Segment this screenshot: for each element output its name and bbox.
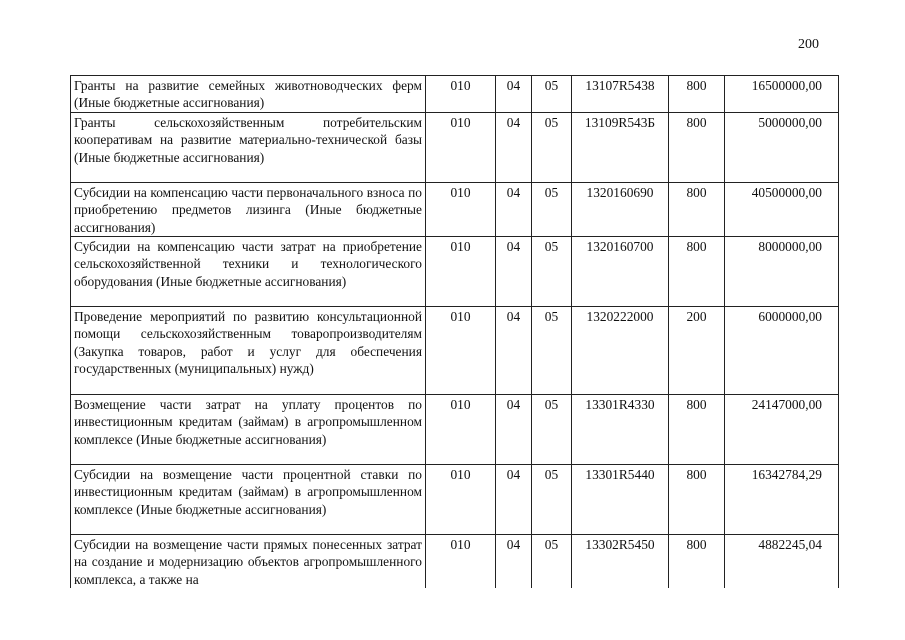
target-article-cell: 1320222000 [572, 307, 669, 395]
description-cell: Субсидии на возмещение части процентной ставки по инвестиционным кредитам (займам) в агропромышленном комплексе (Иные бюджетные ассигнования) [71, 465, 426, 535]
table-row [71, 307, 839, 395]
page-number: 200 [798, 37, 819, 52]
expense-type-cell: 800 [669, 535, 725, 589]
table-row [71, 395, 839, 465]
ministry-code-cell: 010 [426, 76, 496, 113]
expense-type-cell: 800 [669, 76, 725, 113]
section-code-cell: 04 [496, 307, 532, 395]
section-code-cell: 04 [496, 112, 532, 182]
target-article-cell: 13109R543Б [572, 112, 669, 182]
subsection-code-cell: 05 [532, 307, 572, 395]
table-body [71, 76, 839, 589]
ministry-code-cell: 010 [426, 465, 496, 535]
ministry-code-cell: 010 [426, 112, 496, 182]
ministry-code-cell: 010 [426, 237, 496, 307]
subsection-code-cell: 05 [532, 465, 572, 535]
description-cell: Проведение мероприятий по развитию консультационной помощи сельскохозяйственным товаропроизводителям (Закупка товаров, работ и услуг для обеспечения государственных (муниципальных) нужд) [71, 307, 426, 395]
section-code-cell: 04 [496, 465, 532, 535]
subsection-code-cell: 05 [532, 237, 572, 307]
amount-cell: 4882245,04 [725, 535, 839, 589]
expense-type-cell: 200 [669, 307, 725, 395]
section-code-cell: 04 [496, 237, 532, 307]
budget-table [70, 75, 839, 588]
amount-cell: 40500000,00 [725, 182, 839, 236]
expense-type-cell: 800 [669, 237, 725, 307]
ministry-code-cell: 010 [426, 395, 496, 465]
expense-type-cell: 800 [669, 465, 725, 535]
target-article-cell: 1320160690 [572, 182, 669, 236]
subsection-code-cell: 05 [532, 182, 572, 236]
table-row [71, 237, 839, 307]
target-article-cell: 13107R5438 [572, 76, 669, 113]
target-article-cell: 13301R4330 [572, 395, 669, 465]
description-cell: Гранты на развитие семейных животноводческих ферм (Иные бюджетные ассигнования) [71, 76, 426, 113]
expense-type-cell: 800 [669, 112, 725, 182]
description-cell: Субсидии на компенсацию части затрат на приобретение сельскохозяйственной техники и технологического оборудования (Иные бюджетные ассигнования) [71, 237, 426, 307]
amount-cell: 6000000,00 [725, 307, 839, 395]
amount-cell: 16500000,00 [725, 76, 839, 113]
subsection-code-cell: 05 [532, 535, 572, 589]
table-row [71, 182, 839, 236]
description-cell: Гранты сельскохозяйственным потребительским кооперативам на развитие материально-технической базы (Иные бюджетные ассигнования) [71, 112, 426, 182]
subsection-code-cell: 05 [532, 112, 572, 182]
table-row [71, 535, 839, 589]
table-row [71, 112, 839, 182]
amount-cell: 8000000,00 [725, 237, 839, 307]
section-code-cell: 04 [496, 535, 532, 589]
ministry-code-cell: 010 [426, 307, 496, 395]
target-article-cell: 13301R5440 [572, 465, 669, 535]
section-code-cell: 04 [496, 76, 532, 113]
subsection-code-cell: 05 [532, 76, 572, 113]
table-row [71, 465, 839, 535]
subsection-code-cell: 05 [532, 395, 572, 465]
ministry-code-cell: 010 [426, 182, 496, 236]
target-article-cell: 1320160700 [572, 237, 669, 307]
description-cell: Возмещение части затрат на уплату процентов по инвестиционным кредитам (займам) в агропромышленном комплексе (Иные бюджетные ассигнования) [71, 395, 426, 465]
section-code-cell: 04 [496, 395, 532, 465]
target-article-cell: 13302R5450 [572, 535, 669, 589]
ministry-code-cell: 010 [426, 535, 496, 589]
amount-cell: 24147000,00 [725, 395, 839, 465]
amount-cell: 5000000,00 [725, 112, 839, 182]
description-cell: Субсидии на возмещение части прямых понесенных затрат на создание и модернизацию объектов агропромышленного комплекса, а также на [71, 535, 426, 589]
description-cell: Субсидии на компенсацию части первоначального взноса по приобретению предметов лизинга (Иные бюджетные ассигнования) [71, 182, 426, 236]
table-row [71, 76, 839, 113]
section-code-cell: 04 [496, 182, 532, 236]
expense-type-cell: 800 [669, 395, 725, 465]
amount-cell: 16342784,29 [725, 465, 839, 535]
expense-type-cell: 800 [669, 182, 725, 236]
